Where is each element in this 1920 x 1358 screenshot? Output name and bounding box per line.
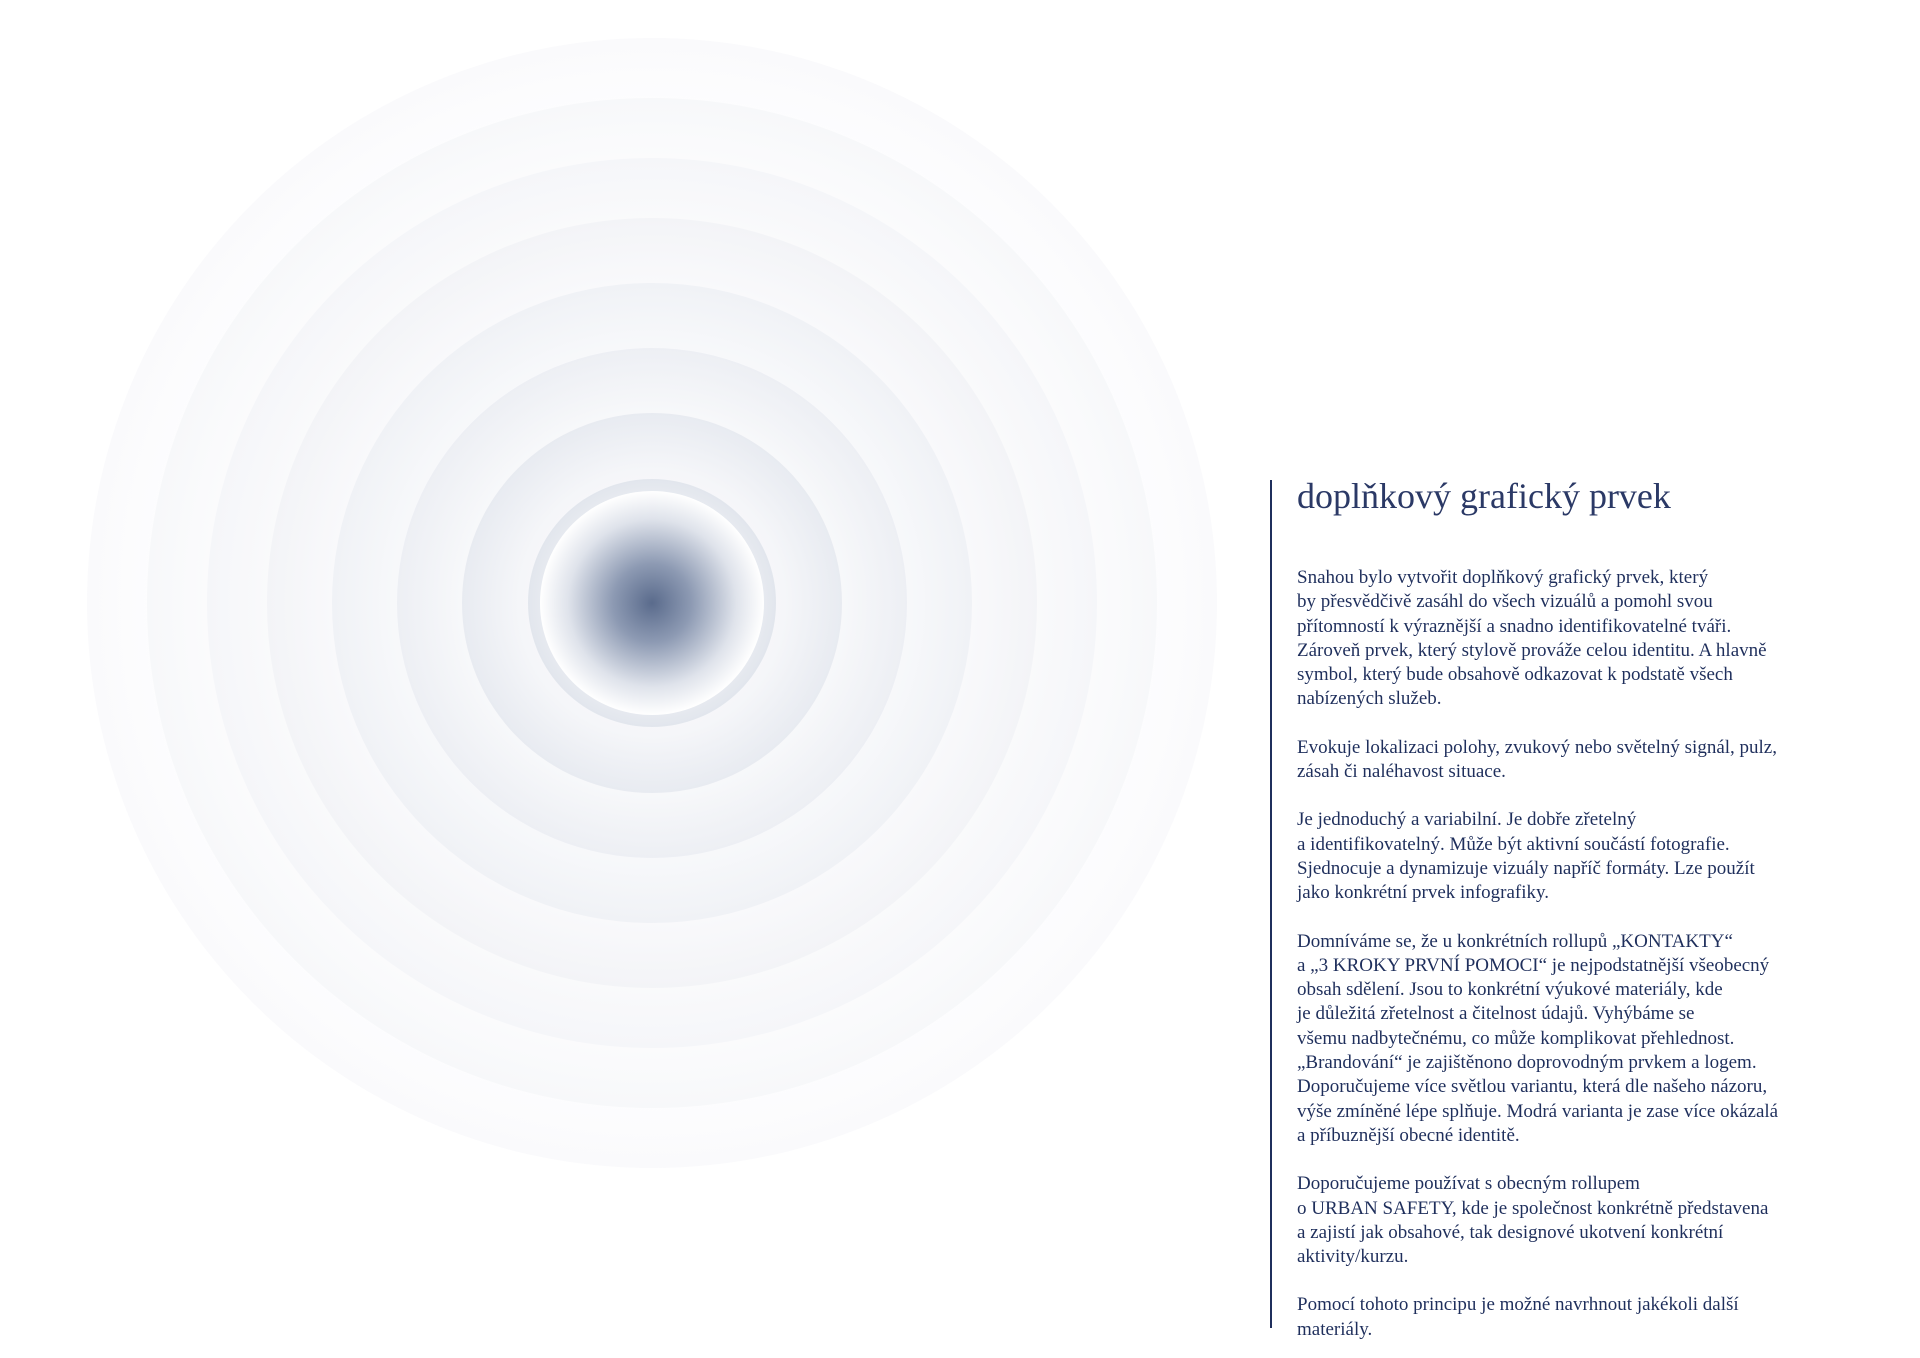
paragraph-line: o URBAN SAFETY, kde je společnost konkrétně představena xyxy=(1297,1197,1769,1219)
text-column xyxy=(1297,468,1857,1358)
paragraph-line: všemu nadbytečnému, co může komplikovat přehlednost. xyxy=(1297,1027,1735,1049)
paragraph-line: Doporučujeme více světlou variantu, která dle našeho názoru, xyxy=(1297,1076,1768,1098)
paragraph-line: Pomocí tohoto principu je možné navrhnout jakékoli další xyxy=(1297,1294,1739,1316)
paragraph-line: nabízených služeb. xyxy=(1297,688,1442,710)
paragraph-line: a zajistí jak obsahové, tak designové ukotvení konkrétní xyxy=(1297,1221,1724,1243)
paragraph-line: obsah sdělení. Jsou to konkrétní výukové materiály, kde xyxy=(1297,979,1723,1001)
paragraph-line: „Brandování“ je zajištěnono doprovodným prvkem a logem. xyxy=(1297,1052,1757,1074)
paragraph-line: aktivity/kurzu. xyxy=(1297,1246,1409,1268)
paragraph xyxy=(1297,566,1857,712)
paragraph xyxy=(1297,1293,1857,1342)
paragraph-line: zásah či naléhavost situace. xyxy=(1297,761,1506,783)
paragraph-line: Sjednocuje a dynamizuje vizuály napříč formáty. Lze použít xyxy=(1297,857,1755,879)
paragraph-line: Je jednoduchý a variabilní. Je dobře zřetelný xyxy=(1297,809,1637,831)
paragraph xyxy=(1297,736,1857,785)
paragraph-line: výše zmíněné lépe splňuje. Modrá varianta je zase více okázalá xyxy=(1297,1100,1779,1122)
paragraph xyxy=(1297,930,1857,1149)
paragraph-line: a příbuznější obecné identitě. xyxy=(1297,1124,1520,1146)
paragraph-line: Snahou bylo vytvořit doplňkový grafický prvek, který xyxy=(1297,567,1709,588)
page-title: doplňkový grafický prvek xyxy=(1297,476,1671,516)
paragraph-line: materiály. xyxy=(1297,1318,1373,1340)
body-text xyxy=(1297,566,1857,1342)
paragraph-line: symbol, který bude obsahově odkazovat k podstatě všech xyxy=(1297,664,1733,686)
paragraph-line: Zároveň prvek, který stylově prováže celou identitu. A hlavně xyxy=(1297,639,1767,661)
paragraph-line: a „3 KROKY PRVNÍ POMOCI“ je nejpodstatnější všeobecný xyxy=(1297,954,1770,976)
paragraph-line: Evokuje lokalizaci polohy, zvukový nebo světelný signál, pulz, xyxy=(1297,736,1777,758)
paragraph xyxy=(1297,1172,1857,1269)
paragraph-line: by přesvědčivě zasáhl do všech vizuálů a pomohl svou xyxy=(1297,591,1713,613)
pulse-ring-core xyxy=(540,491,764,715)
paragraph-line: jako konkrétní prvek infografiky. xyxy=(1297,882,1550,904)
vertical-divider xyxy=(1270,480,1272,1328)
paragraph-line: přítomností k výraznější a snadno identifikovatelné tváři. xyxy=(1297,615,1732,637)
paragraph-line: a identifikovatelný. Může být aktivní součástí fotografie. xyxy=(1297,833,1730,855)
paragraph-line: Doporučujeme používat s obecným rollupem xyxy=(1297,1173,1640,1195)
paragraph-line: Domníváme se, že u konkrétních rollupů „KONTAKTY“ xyxy=(1297,930,1733,952)
paragraph-line: je důležitá zřetelnost a čitelnost údajů. Vyhýbáme se xyxy=(1297,1003,1695,1025)
paragraph xyxy=(1297,808,1857,905)
